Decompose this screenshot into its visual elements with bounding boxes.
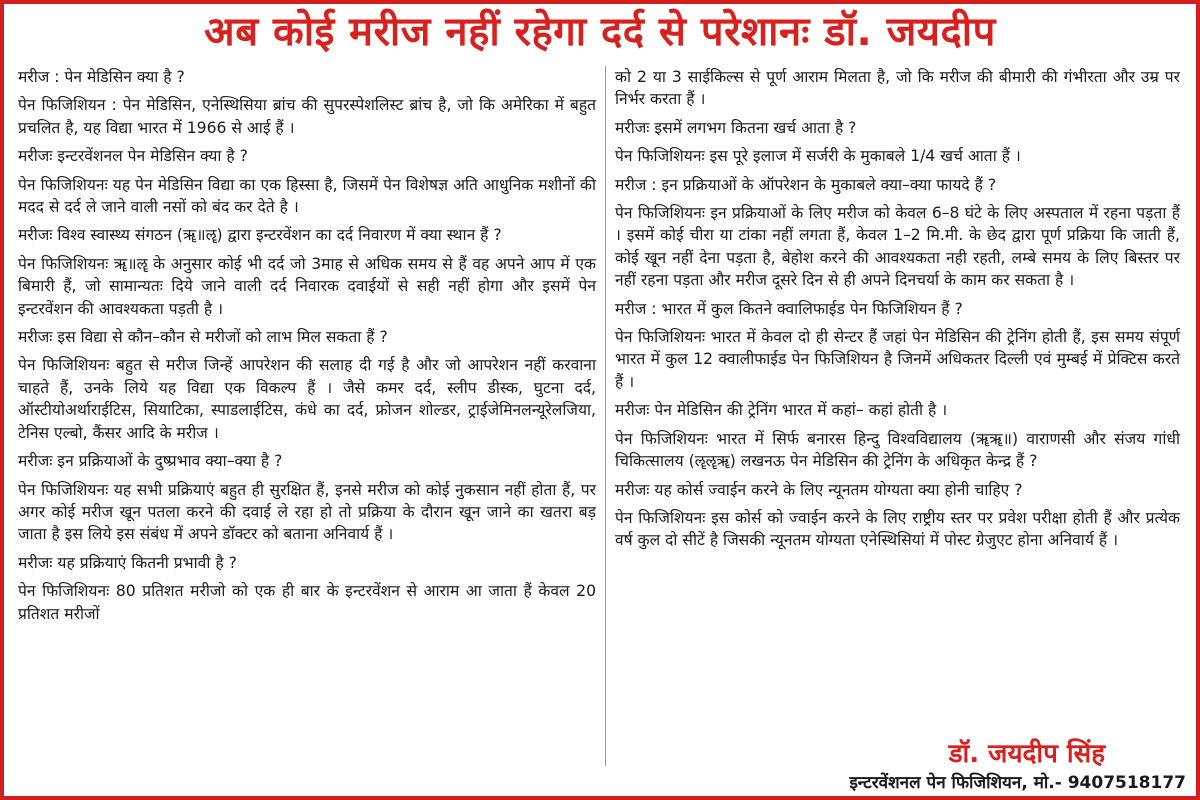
left-para: मरीजः इन प्रक्रियाओं के दुष्प्रभाव क्या–क्या है ? [18,452,283,471]
right-para: मरीज : इन प्रक्रियाओं के ऑपरेशन के मुकाबले क्या–क्या फायदे हैं ? [615,175,997,194]
right-para: मरीजः यह कोर्स ज्वाईन करने के लिए न्यूनतम योग्यता क्या होनी चाहिए ? [615,480,1023,499]
headline: अब कोई मरीज नहीं रहेगा दर्द से परेशानः डॉ. जयदीप [204,9,996,55]
right-para: मरीजः इसमें लगभग कितना खर्च आता है ? [615,118,857,137]
left-para: पेन फिजिशियनः यह पेन मेडिसिन विद्या का एक हिस्सा है, जिसमें पेन विशेषज्ञ अति आधुनिक मशीनों की मदद से दर्द ले जाने वाली नसों को बंद कर देते है । [18,175,596,217]
left-para: मरीजः यह प्रक्रियाएं कितनी प्रभावी है ? [18,553,237,572]
left-para: पेन फिजिशियनः बहुत से मरीज जिन्हें आपरेशन की सलाह दी गई है और जो आपरेशन नहीं करवाना चाहते हैं, उनके लिये यह विद्या एक विकल्प हैं । जैसे कमर दर्द, स्लीप डीस्क, घुटना दर्द, ऑस्टीयोअर्थाराईटिस, सियाटिका, स्पाडलाईटिस, कंधे का दर्द, फ्रोजन शोल्डर, ट्राईजेमिनलन्यूरेलजिया, टेनिस एल्बो, कैंसर आदि के मरीज । [18,356,596,442]
right-column [615,66,1180,552]
right-para: पेन फिजिशियनः इन प्रक्रियाओं के लिए मरीज को केवल 6–8 घंटे के लिए अस्पताल में रहना पड़ता हैं । इसमें कोई चीरा या टांका नहीं लगता हैं, केवल 1–2 मि.मी. के छेद द्वारा पूर्ण प्रक्रिया कि जाती हैं, कोई खून नहीं देना पड़ता है, बेहोश करने की आवश्यकता नही रहती, लम्बे समय के लिए बिस्तर पर नहीं रहना पड़ता और मरीज दूसरे दिन से ही अपने दिनचर्या के काम कर सकता है । [615,204,1180,290]
left-para: मरीजः इन्टरवेंशनल पेन मेडिसिन क्या है ? [18,147,248,166]
left-para: पेन फिजिशियन : पेन मेडिसिन, एनेस्थिसिया ब्रांच की सुपरस्पेशलिस्ट ब्रांच है, जो कि अमेरिका में बहुत प्रचलित है, यह विद्या भारत में 1966 से आई हैं । [18,96,596,137]
right-para: मरीज : भारत में कुल कितने क्वालिफाईड पेन फिजिशियन हैं ? [615,299,963,318]
left-para: पेन फिजिशियनः 80 प्रतिशत मरीजो को एक ही बार के इन्टरवेंशन से आराम आ जाता हैं केवल 20 प्रतिशत मरीजों [18,582,596,623]
right-para: मरीजः पेन मेडिसिन की ट्रेनिंग भारत में कहां– कहां होती है । [615,401,948,420]
right-para: को 2 या 3 साईकिल्स से पूर्ण आराम मिलता है, जो कि मरीज की बीमारी की गंभीरता और उम्र पर निर्भर करता हैं । [615,68,1180,109]
left-para: पेन फिजिशियनः ॠ॥ॡ के अनुसार कोई भी दर्द जो 3माह से अधिक समय से हैं वह अपने आप में एक बिमारी हैं, जो सामान्यतः दिये जाने वाली दर्द निवारक दवाईयों से सही नहीं होगा और इसमें पेन इन्टरवेंशन की आवश्यकता पड़ती है । [18,254,596,318]
left-para: मरीजः विश्व स्वास्थ्य संगठन (ॠ॥ॡ) द्वारा इन्टरवेंशन का दर्द निवारण में क्या स्थान हैं ? [18,226,502,245]
right-para: पेन फिजिशियनः इस पूरे इलाज में सर्जरी के मुकाबले 1/4 खर्च आता हैं । [615,147,1021,166]
right-para: पेन फिजिशियनः इस कोर्स को ज्वाईन करने के लिए राष्ट्रीय स्तर पर प्रवेश परीक्षा होती हैं और प्रत्येक वर्ष कुल दो सीटें है जिसकी न्यूनतम योग्यता एनेस्थिसियां में पोस्ट ग्रेजुएट होना अनिवार्य हैं । [615,508,1180,550]
left-para: मरीज : पेन मेडिसिन क्या है ? [18,68,185,86]
column-divider [605,66,606,766]
signature-contact-line: इन्टरवेंशनल पेन फिजिशियन, मो.- 9407518177 [849,773,1186,793]
left-column [18,66,596,625]
right-para: पेन फिजिशियनः भारत में केवल दो ही सेन्टर हैं जहां पेन मेडिसिन की ट्रेनिंग होती हैं, इस समय संपूर्ण भारत में कुल 12 क्वालीफाईड पेन फिजिशियन है जिनमें अधिकतर दिल्ली एवं मुम्बई में प्रेक्टिस करते हैं । [615,328,1180,391]
right-para: पेन फिजिशियनः भारत में सिर्फ बनारस हिन्दु विश्वविद्यालय (ॠॠ॥) वाराणसी और संजय गांधी चिकित्सालय (ॡॡॠ) लखनऊ पेन मेडिसिन की ट्रेनिंग के अधिकृत केन्द्र हैं ? [615,429,1180,471]
left-para: मरीजः इस विद्या से कौन–कौन से मरीजों को लाभ मिल सकता हैं ? [18,328,388,347]
signature-name: डॉ. जयदीप सिंह [948,739,1105,769]
left-para: पेन फिजिशियनः यह सभी प्रक्रियाएं बहुत ही सुरक्षित हैं, इनसे मरीज को कोई नुकसान नहीं होता हैं, पर अगर कोई मरीज खून पतला करने की दवाई ले रहा हो तो प्रक्रिया के दौरान खून जाने का खतरा बड़ जाता है इस लिये इस संबंध में अपने डॉक्टर को बताना अनिवार्य हैं । [18,480,596,544]
